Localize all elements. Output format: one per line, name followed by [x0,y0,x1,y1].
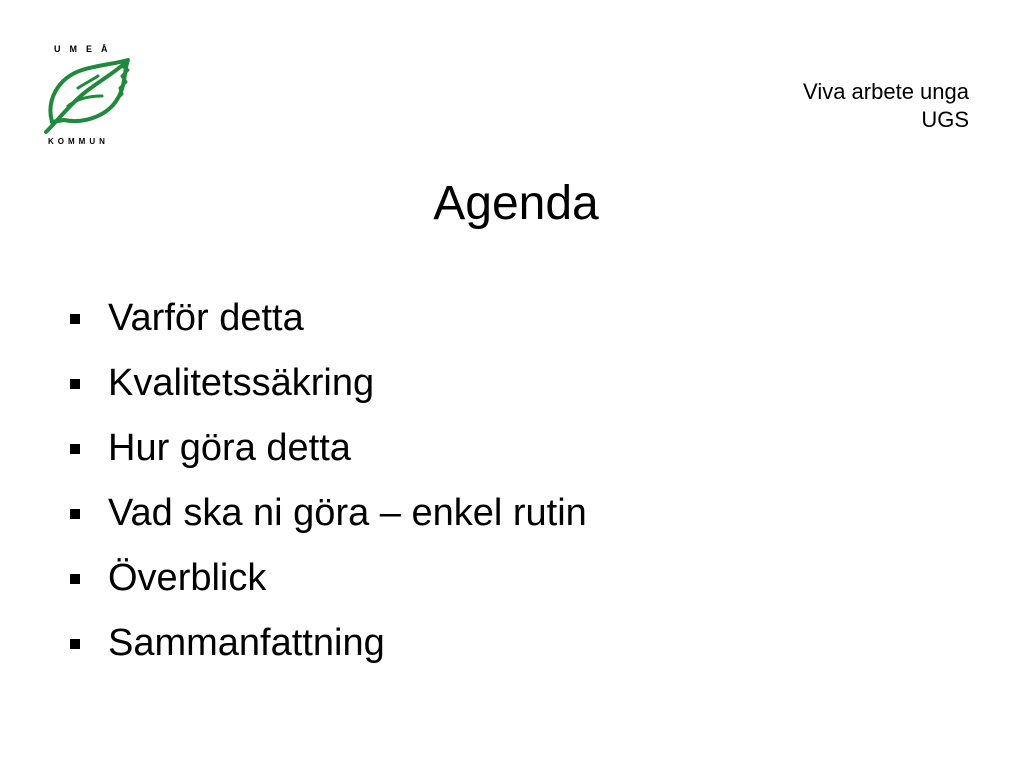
svg-text:UMEÅ: UMEÅ [54,44,117,54]
svg-text:KOMMUN: KOMMUN [48,137,109,146]
subtitle-line-2: UGS [921,107,969,132]
slide-title: Agenda [433,177,599,230]
agenda-item-text: Kvalitetssäkring [108,362,375,404]
agenda-item [66,416,587,481]
subtitle-line-1: Viva arbete unga [803,79,969,104]
square-bullet-icon [70,444,80,454]
agenda-item-text: Varför detta [108,297,304,339]
agenda-item-text: Vad ska ni göra – enkel rutin [108,492,587,534]
agenda-item-text: Hur göra detta [108,427,351,469]
agenda-item-text: Överblick [108,557,267,599]
agenda-item-text: Sammanfattning [108,622,385,664]
agenda-item [66,481,587,546]
leaf-icon [38,40,138,150]
agenda-item [66,286,587,351]
square-bullet-icon [70,314,80,324]
presentation-subtitle [803,78,969,134]
agenda-item [66,611,587,676]
umea-kommun-logo [38,40,138,150]
agenda-item [66,351,587,416]
square-bullet-icon [70,574,80,584]
square-bullet-icon [70,379,80,389]
square-bullet-icon [70,639,80,649]
square-bullet-icon [70,509,80,519]
agenda-item [66,546,587,611]
agenda-list [66,286,587,676]
